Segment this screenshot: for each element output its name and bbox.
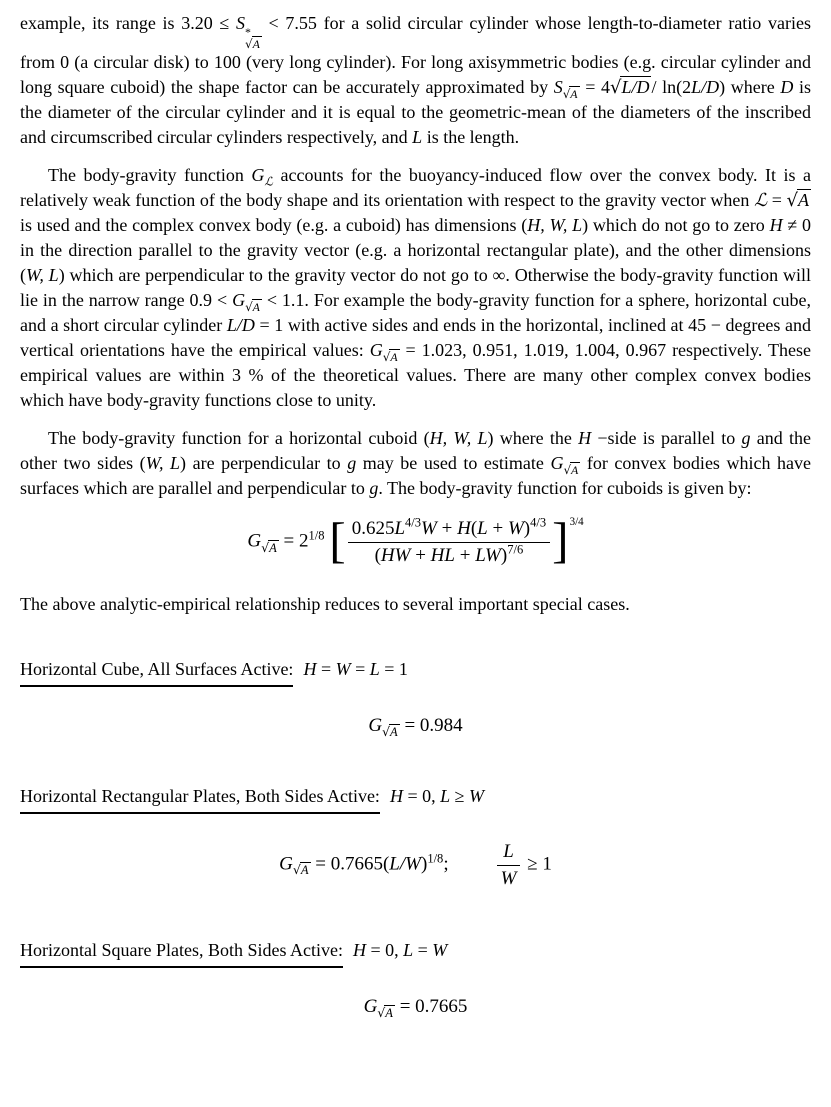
special-cases-sentence: The above analytic-empirical relationship reduces to several important special cases.: [20, 593, 630, 614]
paragraph-body-gravity-function: The body-gravity function $G_ℒ$ accounts for the buoyancy-induced flow over the convex body. It is a relatively weak function of the body shape and its orientation with respect to the gravity vector when ℒ = √A is used and the complex convex body (e.g. a cuboid) has dimensions (H, W, L) which do not go to zero H ≠ 0 in the direction parallel to the gravity vector (e.g. a horizontal rectangular plate), and the other dimensions (W, L) which are perpendicular to the gravity vector do not go to ∞. Otherwise the body-gravity function will lie in the narrow range $0.9 < G_{√A} < 1.1$. For example the body-gravity function for a sphere, horizontal cube, and a short circular cylinder L/D = 1 with active sides and ends in the horizontal, inclined at 45 − degrees and vertical orientations have the empirical values: $G_{√A} = 1.023$, 0.951, 1.019, 1.004, 0.967 respectively. These empirical values are within 3 % of the theoretical values. There are many other complex convex bodies which have body-gravity functions close to unity.: [20, 165, 812, 411]
equation-horizontal-cube: $G_{√A} = 0.984$: [368, 714, 463, 739]
case-heading-rectangular-plates: [20, 784, 811, 814]
paragraph-horizontal-cuboid: The body-gravity function for a horizontal cuboid (H, W, L) where the H −side is parallel to g and the other two sides (W, L) are perpendicular to g may be used to estimate $G_{√A}$ for convex bodies which have surfaces which are parallel and perpendicular to g. The body-gravity function for cuboids is given by:: [20, 428, 812, 499]
section-horizontal-rectangular-plates: [20, 784, 811, 891]
section-horizontal-cube: [20, 657, 811, 738]
case-title-square-plates: Horizontal Square Plates, Both Sides Active:: [20, 938, 343, 968]
section-horizontal-square-plates: [20, 938, 811, 1019]
paragraph-shape-factor: example, its range is 3.20 ≤ S * √A < 7.55 for a solid circular cylinder whose length-to-diameter ratio varies from 0 (a circular disk) to 100 (very long cylinder). For long axisymmetric bodies (e.g. circular cylinder and long square cuboid) the shape factor can be accurately approximated by $S_{√A} = 4√L/D / \ln(2L/D)$ where D is the diameter of the circular cylinder and it is equal to the geometric-mean of the diameters of the inscribed and circumscribed circular cylinders respectively, and L is the length.: [20, 13, 812, 148]
equation-square-plates: $G_{√A} = 0.7665$: [363, 996, 468, 1021]
case-title-horizontal-cube: Horizontal Cube, All Surfaces Active:: [20, 657, 293, 687]
case-condition-rectangular-plates: H = 0, L ≥ W: [389, 785, 484, 806]
case-heading-horizontal-cube: [20, 657, 811, 687]
case-heading-square-plates: [20, 938, 811, 968]
equation-cuboid-body-gravity: $G_{√A} = 2^{1/8}$ [ $\frac{0.625L^{4/3}W + H(L + W)^{4/3}}{(HW + HL + LW)^{7/6}}$ ]$^{3/4}$: [247, 512, 584, 568]
case-title-rectangular-plates: Horizontal Rectangular Plates, Both Sides Active:: [20, 784, 380, 814]
equation-rectangular-plates: $G_{√A} = 0.7665(L/W)^{1/8}$; $\frac{L}{W}$ ≥ 1: [279, 840, 552, 889]
case-condition-square-plates: H = 0, L = W: [352, 940, 448, 961]
case-condition-horizontal-cube: H = W = L = 1: [303, 658, 408, 679]
